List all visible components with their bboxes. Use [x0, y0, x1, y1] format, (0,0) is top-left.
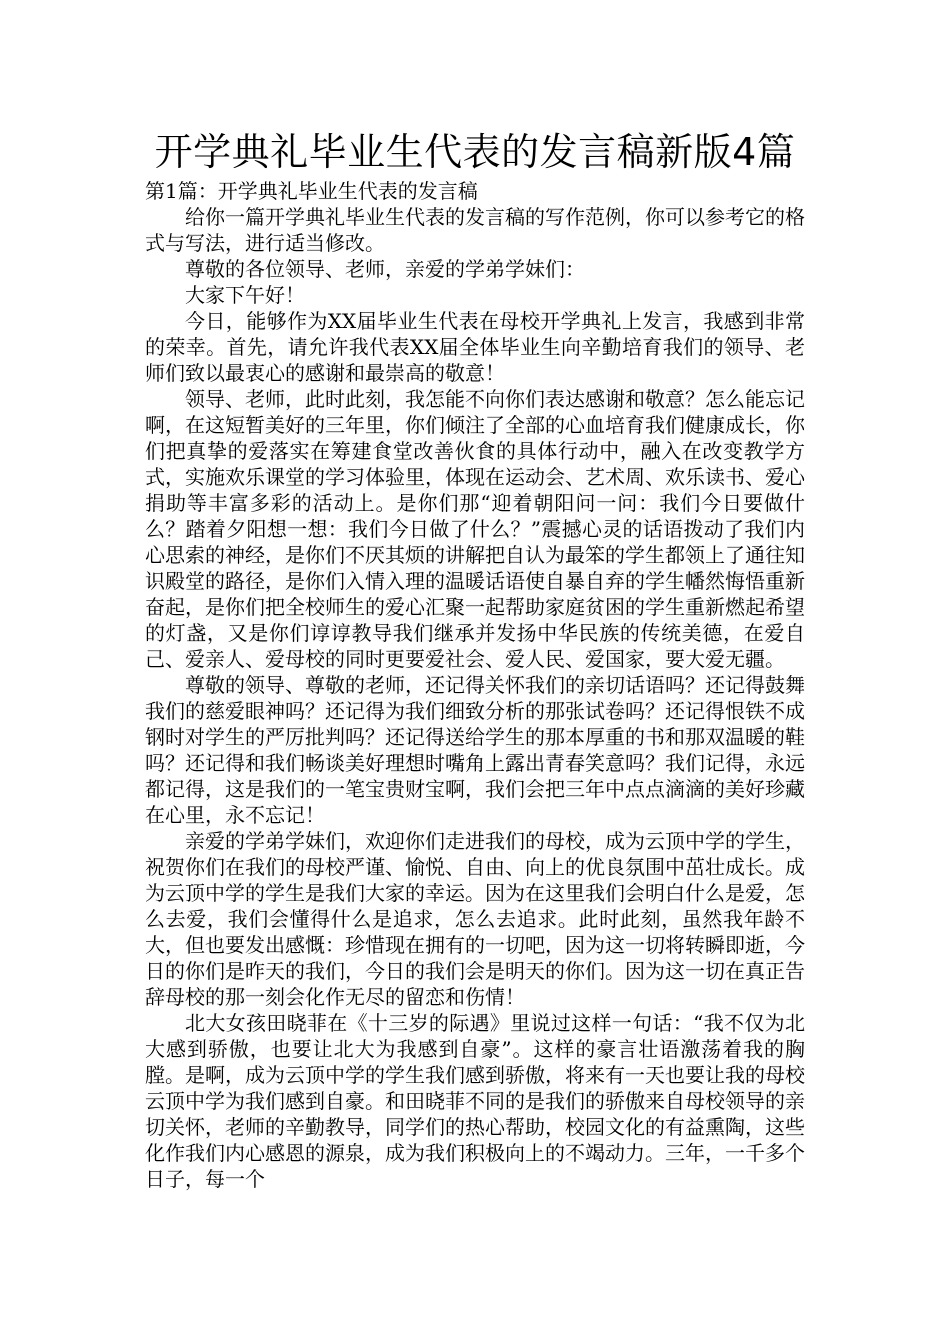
paragraph-salutation: 尊敬的各位领导、老师，亲爱的学弟学妹们：: [185, 257, 585, 281]
paragraph-opening: 今日，能够作为XX届毕业生代表在母校开学典礼上发言，我感到非常的荣幸。首先，请允许我代表XX届全体毕业生向辛勤培育我们的领导、老师们致以最衷心的感谢和最崇高的敬意！: [145, 309, 805, 385]
section-heading: 第1篇：开学典礼毕业生代表的发言稿: [145, 179, 478, 203]
paragraph-juniors: 亲爱的学弟学妹们，欢迎你们走进我们的母校，成为云顶中学的学生，祝贺你们在我们的母校严谨、愉悦、自由、向上的优良氛围中茁壮成长。成为云顶中学的学生是我们大家的幸运。因为在这里我们会明白什么是爱，怎么去爱，我们会懂得什么是追求，怎么去追求。此时此刻，虽然我年龄不大，但也要发出感慨：珍惜现在拥有的一切吧，因为这一切将转瞬即逝，今日的你们是昨天的我们，今日的我们会是明天的你们。因为这一切在真正告辞母校的那一刻会化作无尽的留恋和伤情！: [145, 829, 805, 1009]
document-title: 开学典礼毕业生代表的发言稿新版4篇: [154, 130, 796, 174]
paragraph-pride: 北大女孩田晓菲在《十三岁的际遇》里说过这样一句话：“我不仅为北大感到骄傲，也要让北大为我感到自豪”。这样的豪言壮语激荡着我的胸膛。是啊，成为云顶中学的学生我们感到骄傲，将来有一天也要让我的母校云顶中学为我们感到自豪。和田晓菲不同的是我们的骄傲来自母校领导的亲切关怀，老师的辛勤教导，同学们的热心帮助，校园文化的有益熏陶，这些化作我们内心感恩的源泉，成为我们积极向上的不竭动力。三年，一千多个日子，每一个: [145, 1011, 805, 1191]
paragraph-thanks-teachers: 领导、老师，此时此刻，我怎能不向你们表达感谢和敬意？怎么能忘记啊，在这短暂美好的三年里，你们倾注了全部的心血培育我们健康成长，你们把真挚的爱落实在筹建食堂改善伙食的具体行动中，融入在改变教学方式，实施欢乐课堂的学习体验里，体现在运动会、艺术周、欢乐读书、爱心捐助等丰富多彩的活动上。是你们那“迎着朝阳问一问：我们今日要做什么？踏着夕阳想一想：我们今日做了什么？”震撼心灵的话语拨动了我们内心思索的神经，是你们不厌其烦的讲解把自认为最笨的学生都领上了通往知识殿堂的路径，是你们入情入理的温暖话语使自暴自弃的学生幡然悔悟重新奋起，是你们把全校师生的爱心汇聚一起帮助家庭贫困的学生重新燃起希望的灯盏，又是你们谆谆教导我们继承并发扬中华民族的传统美德，在爱自己、爱亲人、爱母校的同时更要爱社会、爱人民、爱国家，要大爱无疆。: [145, 387, 805, 671]
paragraph-greeting: 大家下午好！: [185, 283, 305, 307]
document-page: [145, 126, 805, 1192]
paragraph-memories: 尊敬的领导、尊敬的老师，还记得关怀我们的亲切话语吗？还记得鼓舞我们的慈爱眼神吗？还记得为我们细致分析的那张试卷吗？还记得恨铁不成钢时对学生的严厉批判吗？还记得送给学生的那本厚重的书和那双温暖的鞋吗？还记得和我们畅谈美好理想时嘴角上露出青春笑意吗？我们记得，永远都记得，这是我们的一笔宝贵财宝啊，我们会把三年中点点滴滴的美好珍藏在心里，永不忘记！: [145, 673, 805, 827]
paragraph-intro: 给你一篇开学典礼毕业生代表的发言稿的写作范例，你可以参考它的格式与写法，进行适当修改。: [145, 205, 805, 255]
